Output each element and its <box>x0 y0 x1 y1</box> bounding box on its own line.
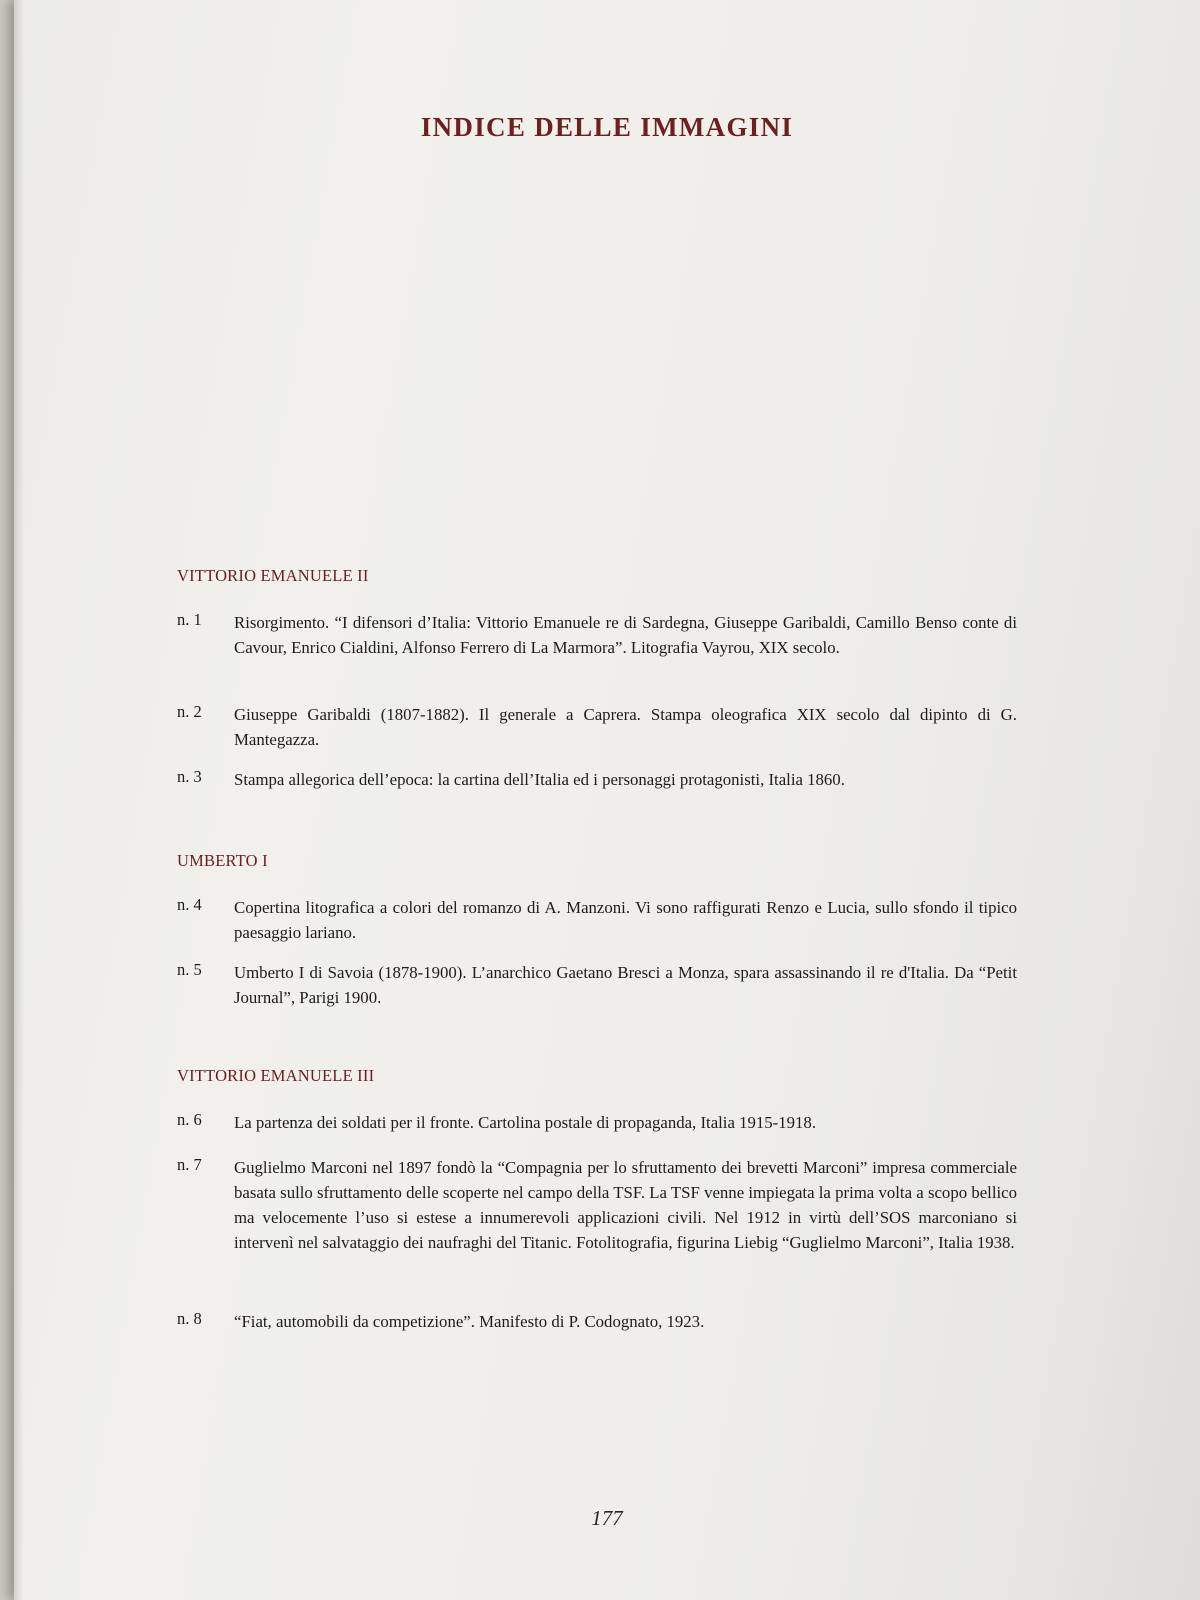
entry-text: Risorgimento. “I difensori d’Italia: Vittorio Emanuele re di Sardegna, Giuseppe Garibaldi, Camillo Benso conte di Cavour, Enrico Cialdini, Alfonso Ferrero di La Marmora”. Litografia Vayrou, XIX secolo. <box>234 613 1017 657</box>
entry-text: Copertina litografica a colori del romanzo di A. Manzoni. Vi sono raffigurati Renzo e Lucia, sullo sfondo il tipico paesaggio lariano. <box>234 898 1017 942</box>
entry-text: Umberto I di Savoia (1878-1900). L’anarchico Gaetano Bresci a Monza, spara assassinando il re d'Italia. Da “Petit Journal”, Parigi 1900. <box>234 963 1017 1007</box>
section-umberto-i <box>177 851 1037 1007</box>
entry-text: La partenza dei soldati per il fronte. Cartolina postale di propaganda, Italia 1915-1918. <box>234 1113 817 1132</box>
section-heading: UMBERTO I <box>177 851 268 870</box>
section-heading: VITTORIO EMANUELE III <box>177 1066 375 1085</box>
entry-number: n. 7 <box>177 1155 202 1174</box>
entry-text: Giuseppe Garibaldi (1807-1882). Il generale a Caprera. Stampa oleografica XIX secolo dal dipinto di G. Mantegazza. <box>234 705 1017 749</box>
entry-number: n. 6 <box>177 1110 202 1129</box>
entry-number: n. 2 <box>177 702 202 721</box>
entry-text: Stampa allegorica dell’epoca: la cartina dell’Italia ed i personaggi protagonisti, Italia 1860. <box>234 770 845 789</box>
entry-number: n. 5 <box>177 960 202 979</box>
page-title: INDICE DELLE IMMAGINI <box>420 112 794 142</box>
section-vittorio-emanuele-iii <box>177 1066 1037 1331</box>
section-heading: VITTORIO EMANUELE II <box>177 566 369 585</box>
section-vittorio-emanuele-ii <box>177 566 1037 789</box>
entry-text: Guglielmo Marconi nel 1897 fondò la “Compagnia per lo sfruttamento dei brevetti Marconi” impresa commerciale basata sullo sfruttamento delle scoperte nel campo della TSF. La TSF venne impiegata la prima volta a scopo bellico ma velocemente l’uso si estese a innumerevoli applicazioni civili. Nel 1912 in virtù dell’SOS marconiano si intervenì nel salvataggio dei naufraghi del Titanic. Fotolitografia, figurina Liebig “Guglielmo Marconi”, Italia 1938. <box>234 1158 1017 1252</box>
entry-number: n. 1 <box>177 610 202 629</box>
book-page <box>14 0 1200 1600</box>
entry-number: n. 8 <box>177 1309 202 1328</box>
entry-number: n. 4 <box>177 895 202 914</box>
entry-text: “Fiat, automobili da competizione”. Manifesto di P. Codognato, 1923. <box>234 1312 705 1331</box>
page-number: 177 <box>591 1506 623 1530</box>
entry-number: n. 3 <box>177 767 202 786</box>
